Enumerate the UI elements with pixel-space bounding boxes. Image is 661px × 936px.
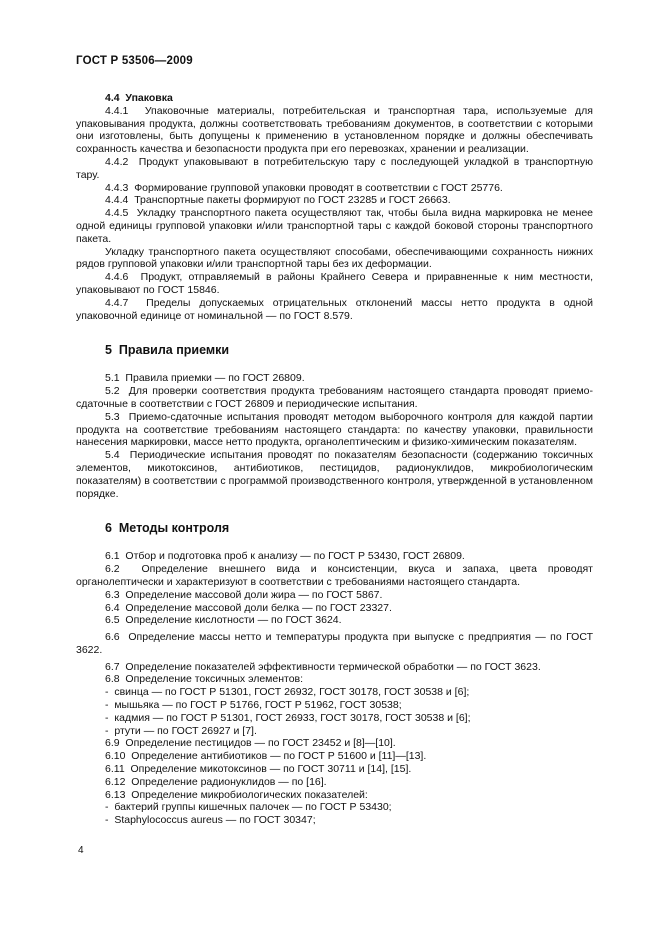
page-number: 4 xyxy=(78,845,84,856)
paragraph-6-1: 6.1 Отбор и подготовка проб к анализу — по ГОСТ Р 53430, ГОСТ 26809. xyxy=(105,550,465,563)
list-item-svinets: - свинца — по ГОСТ Р 51301, ГОСТ 26932, ГОСТ 30178, ГОСТ 30538 и [6]; xyxy=(105,686,470,699)
paragraph-4-4-6: 4.4.6 Продукт, отправляемый в районы Крайнего Севера и приравненные к ним местности, упаковывают по ГОСТ 15846. xyxy=(76,271,596,296)
paragraph-4-4-4: 4.4.4 Транспортные пакеты формируют по ГОСТ 23285 и ГОСТ 26663. xyxy=(105,194,451,207)
paragraph-5-1: 5.1 Правила приемки — по ГОСТ 26809. xyxy=(105,372,305,385)
paragraph-4-4-2: 4.4.2 Продукт упаковывают в потребительскую тару с последующей укладкой в транспортную тару. xyxy=(76,155,596,181)
list-item-kadmiy: - кадмия — по ГОСТ Р 51301, ГОСТ 26933, ГОСТ 30178, ГОСТ 30538 и [6]; xyxy=(105,711,471,724)
paragraph-6-10: 6.10 Определение антибиотиков — по ГОСТ Р 51600 и [11]—[13]. xyxy=(105,750,427,763)
paragraph-4-4-5-continuation: Укладку транспортного пакета осуществляют способами, обеспечивающими сохранность нижних рядов групповой упаковки и/или транспортной тары без их деформации. xyxy=(76,245,596,271)
list-item-myshyak: - мышьяка — по ГОСТ Р 51766, ГОСТ Р 51962, ГОСТ 30538; xyxy=(105,699,402,712)
paragraph-4-4-7: 4.4.7 Пределы допускаемых отрицательных отклонений массы нетто продукта в одной упаковочной единице от номинальной — по ГОСТ 8.579. xyxy=(76,296,596,322)
paragraph-6-2: 6.2 Определение внешнего вида и консистенции, вкуса и запаха, цвета проводят органолептически и характеризуют в соответствии с требованиями настоящего стандарта. xyxy=(76,563,596,588)
list-item-staphylococcus: - Staphylococcus aureus — по ГОСТ 30347; xyxy=(105,814,316,827)
list-item-bakterii: - бактерий группы кишечных палочек — по ГОСТ Р 53430; xyxy=(105,801,392,814)
section-heading-metody-kontrolya: 6 Методы контроля xyxy=(105,521,230,536)
paragraph-4-4-5: 4.4.5 Укладку транспортного пакета осуществляют так, чтобы была видна маркировка не менее одной единицы групповой упаковки и/или транспортной тары с каждой боковой стороны транспортного пакета. xyxy=(76,207,596,245)
paragraph-6-12: 6.12 Определение радионуклидов — по [16]. xyxy=(105,775,327,788)
paragraph-5-4: 5.4 Периодические испытания проводят по показателям безопасности (содержанию токсичных элементов, микотоксинов, антибиотиков, пестицидов, радионуклидов, микробиологическим показателям) в соответствии с программой производственного контроля, утвержденной в установленном порядке. xyxy=(76,449,596,500)
paragraph-6-3: 6.3 Определение массовой доли жира — по ГОСТ 5867. xyxy=(105,588,383,601)
paragraph-6-4: 6.4 Определение массовой доли белка — по ГОСТ 23327. xyxy=(105,601,392,614)
paragraph-6-5: 6.5 Определение кислотности — по ГОСТ 3624. xyxy=(105,614,342,627)
paragraph-6-8: 6.8 Определение токсичных элементов: xyxy=(105,673,304,686)
paragraph-6-9: 6.9 Определение пестицидов — по ГОСТ 23452 и [8]—[10]. xyxy=(105,737,396,750)
paragraph-4-4-1: 4.4.1 Упаковочные материалы, потребительская и транспортная тара, используемые для упаковывания продукта, должны соответствовать требованиям документов, в соответствии с которыми они изготовлены, быть допущены к применению в установленном порядке и должны обеспечивать сохранность качества и безопасности продукта при его перевозках, хранении и реализации. xyxy=(76,104,596,156)
paragraph-6-11: 6.11 Определение микотоксинов — по ГОСТ 30711 и [14], [15]. xyxy=(105,763,412,776)
section-heading-pravila-priemki: 5 Правила приемки xyxy=(105,343,230,358)
paragraph-6-13: 6.13 Определение микробиологических показателей: xyxy=(105,788,368,801)
list-item-rtut: - ртути — по ГОСТ 26927 и [7]. xyxy=(105,724,257,737)
paragraph-5-2: 5.2 Для проверки соответствия продукта требованиям настоящего стандарта проводят приемо-сдаточные в соответствии с ГОСТ 26809 и периодические испытания. xyxy=(76,385,593,410)
paragraph-6-7: 6.7 Определение показателей эффективности термической обработки — по ГОСТ 3623. xyxy=(105,660,541,673)
paragraph-5-3: 5.3 Приемо-сдаточные испытания проводят методом выборочного контроля для каждой партии продукта на соответствие требованиям настоящего стандарта: по качеству упаковки, правильности нанесения маркировки, массе нетто продукта, органолептическим и физико-химическим показателям. xyxy=(76,410,596,449)
paragraph-4-4-3: 4.4.3 Формирование групповой упаковки проводят в соответствии с ГОСТ 25776. xyxy=(105,181,503,194)
paragraph-6-6: 6.6 Определение массы нетто и температуры продукта при выпуске с предприятия — по ГОСТ 3622. xyxy=(76,631,596,656)
document-header: ГОСТ Р 53506—2009 xyxy=(76,55,193,67)
document-content xyxy=(76,55,596,827)
section-subheading-upakovka: 4.4 Упаковка xyxy=(105,92,173,104)
